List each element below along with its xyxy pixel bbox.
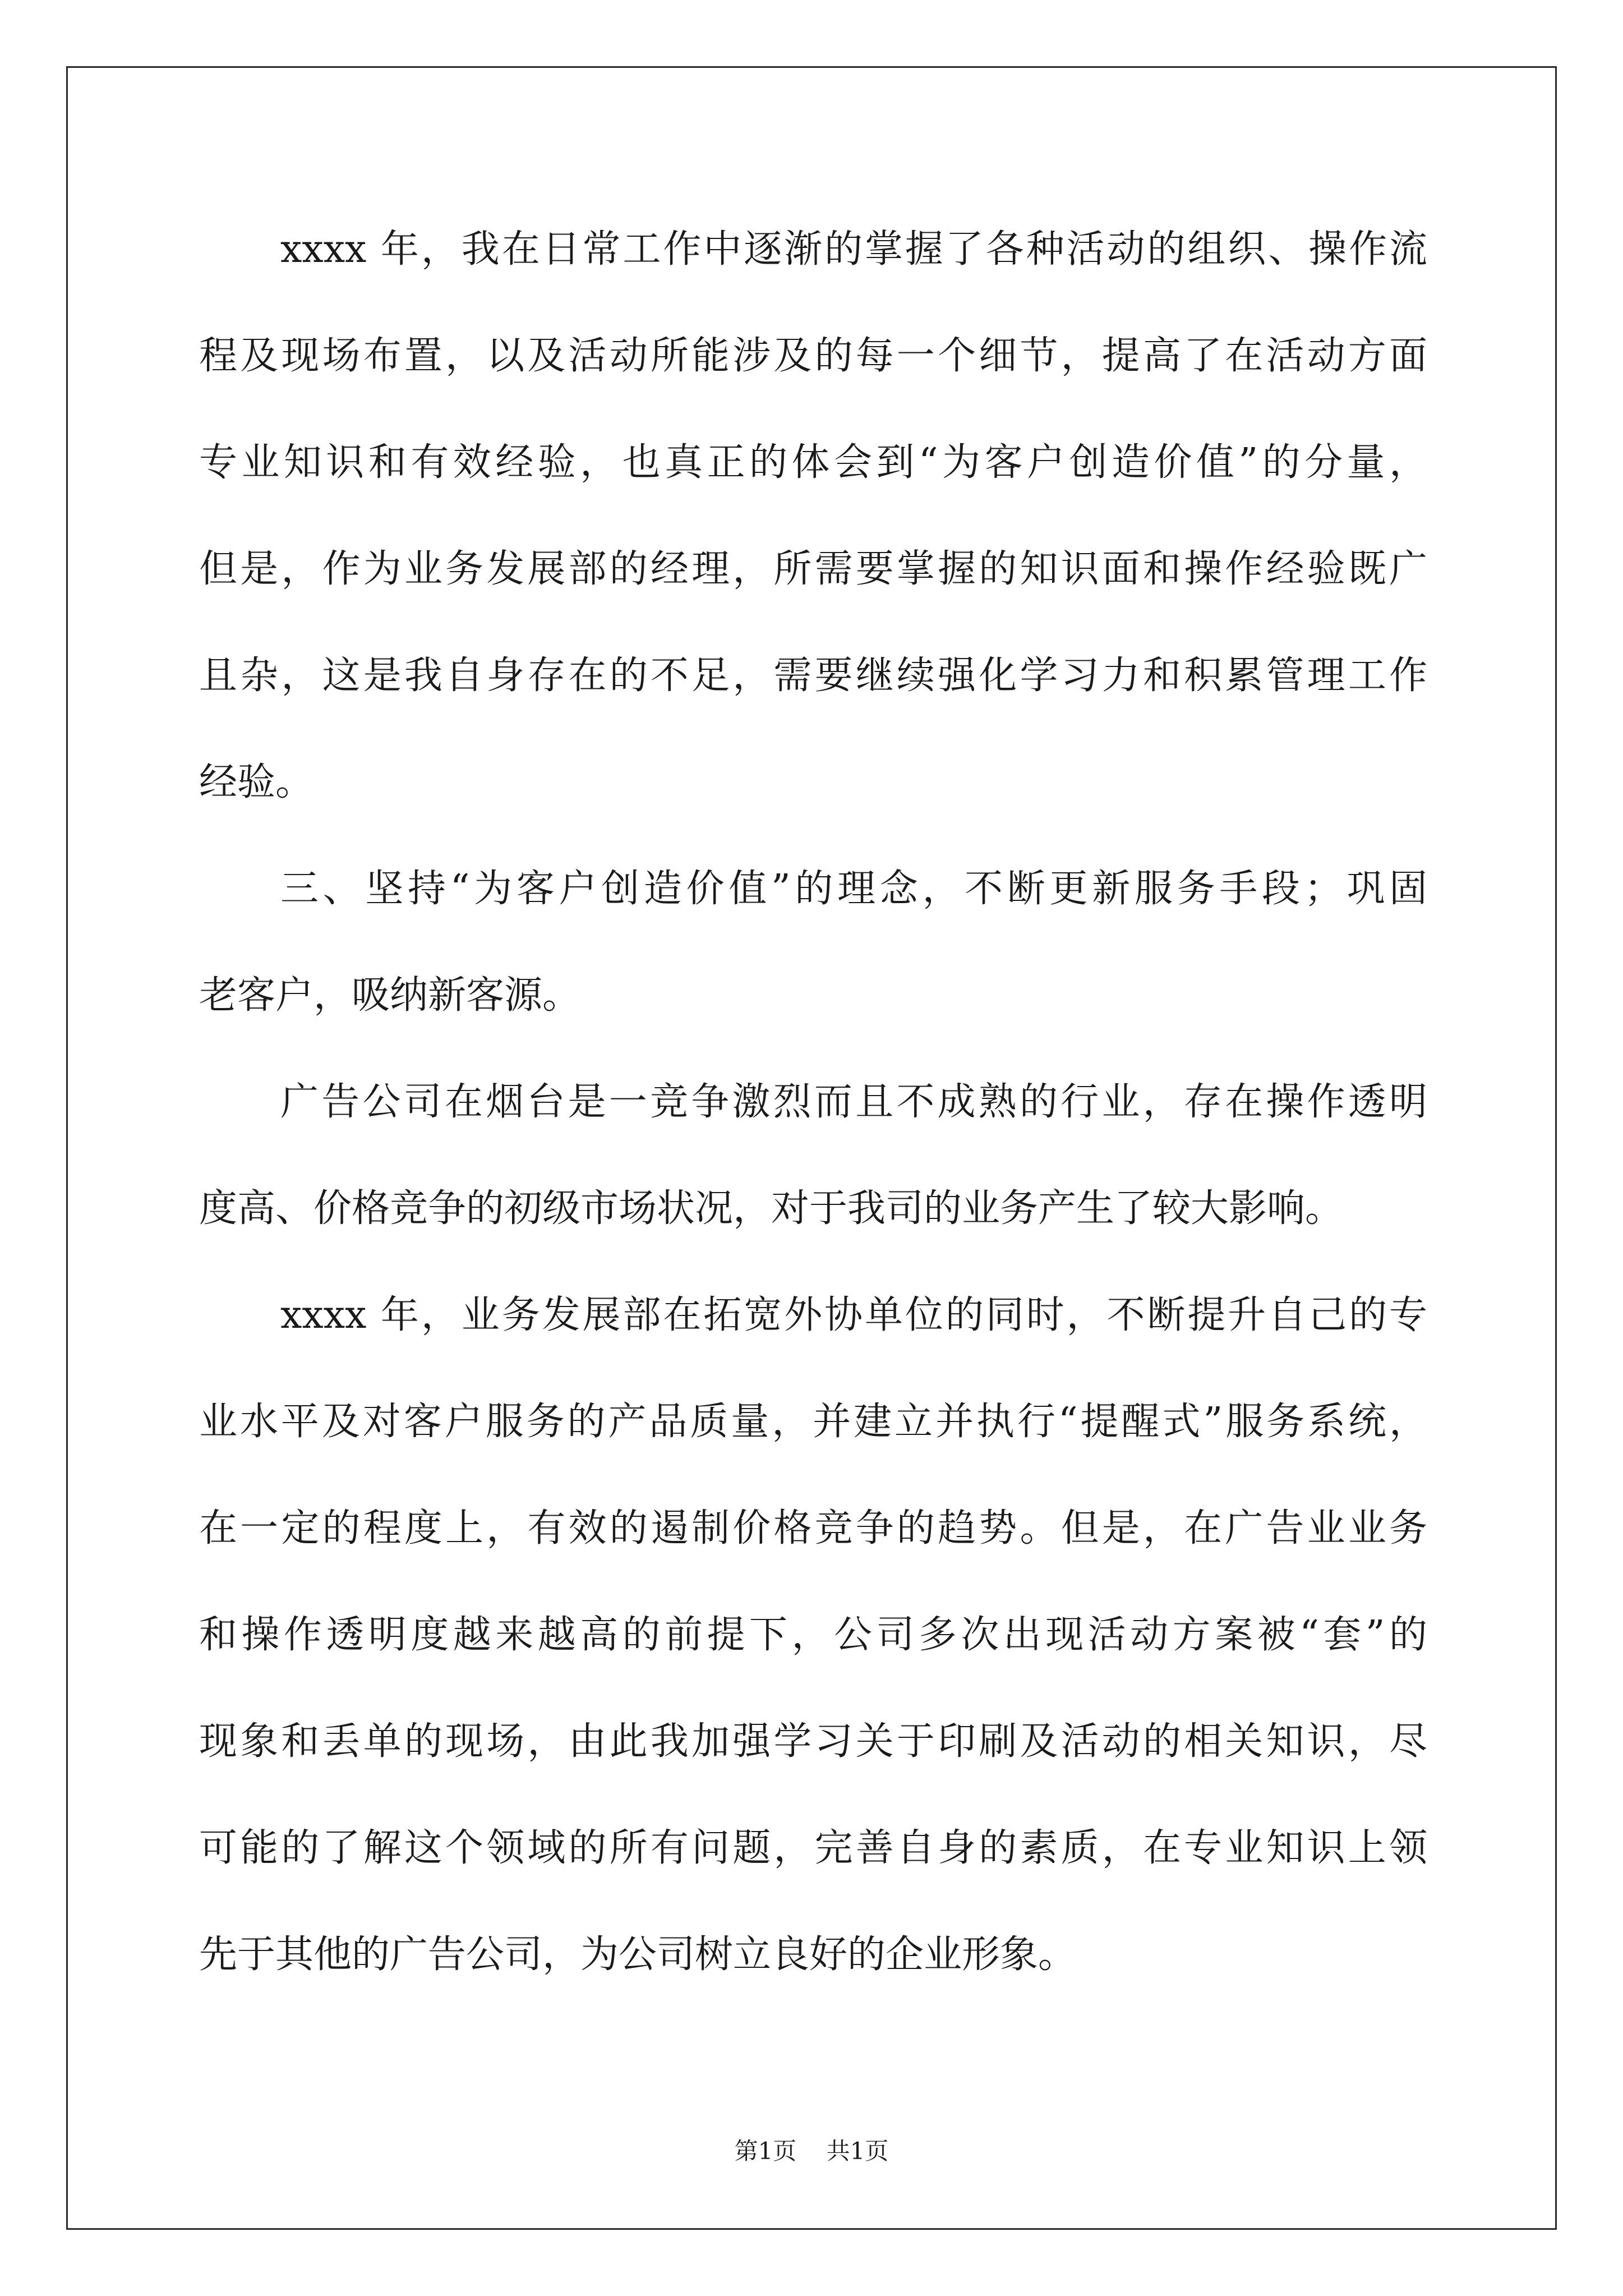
paragraph-line: 先于其他的广告公司，为公司树立良好的企业形象。 <box>199 1932 1077 1977</box>
page-footer <box>0 2134 1623 2168</box>
paragraph-line: 经验。 <box>199 760 314 804</box>
paragraph-line: 和操作透明度越来越高的前提下，公司多次出现活动方案被“套”的 <box>199 1613 1427 1657</box>
paragraph-line: 专业知识和有效经验，也真正的体会到“为客户创造价值”的分量， <box>199 440 1427 485</box>
paragraph-line: 现象和丢单的现场，由此我加强学习关于印刷及活动的相关知识，尽 <box>199 1719 1427 1764</box>
paragraph-line: 广告公司在烟台是一竞争激烈而且不成熟的行业，存在操作透明 <box>280 1080 1427 1124</box>
section-heading-line: 老客户，吸纳新客源。 <box>199 973 581 1018</box>
paragraph-line: 程及现场布置，以及活动所能涉及的每一个细节，提高了在活动方面 <box>199 334 1427 378</box>
paragraph-line: 且杂，这是我自身存在的不足，需要继续强化学习力和积累管理工作 <box>199 654 1427 698</box>
document-body <box>199 222 1427 2033</box>
paragraph-line: xxxx 年，我在日常工作中逐渐的掌握了各种活动的组织、操作流 <box>280 227 1427 272</box>
paragraph-line: 度高、价格竞争的初级市场状况，对于我司的业务产生了较大影响。 <box>199 1186 1344 1231</box>
paragraph-line: 可能的了解这个领域的所有问题，完善自身的素质，在专业知识上领 <box>199 1826 1427 1870</box>
page-number-current: 第1页 <box>734 2137 797 2165</box>
section-heading-line: 三、坚持“为客户创造价值”的理念，不断更新服务手段；巩固 <box>280 867 1427 911</box>
page-number-total: 共1页 <box>826 2137 889 2165</box>
paragraph-line: 业水平及对客户服务的产品质量，并建立并执行“提醒式”服务系统， <box>199 1400 1427 1444</box>
paragraph-line: 但是，作为业务发展部的经理，所需要掌握的知识面和操作经验既广 <box>199 547 1427 591</box>
paragraph-line: xxxx 年，业务发展部在拓宽外协单位的同时，不断提升自己的专 <box>280 1293 1427 1337</box>
paragraph-line: 在一定的程度上，有效的遏制价格竞争的趋势。但是，在广告业业务 <box>199 1506 1427 1550</box>
